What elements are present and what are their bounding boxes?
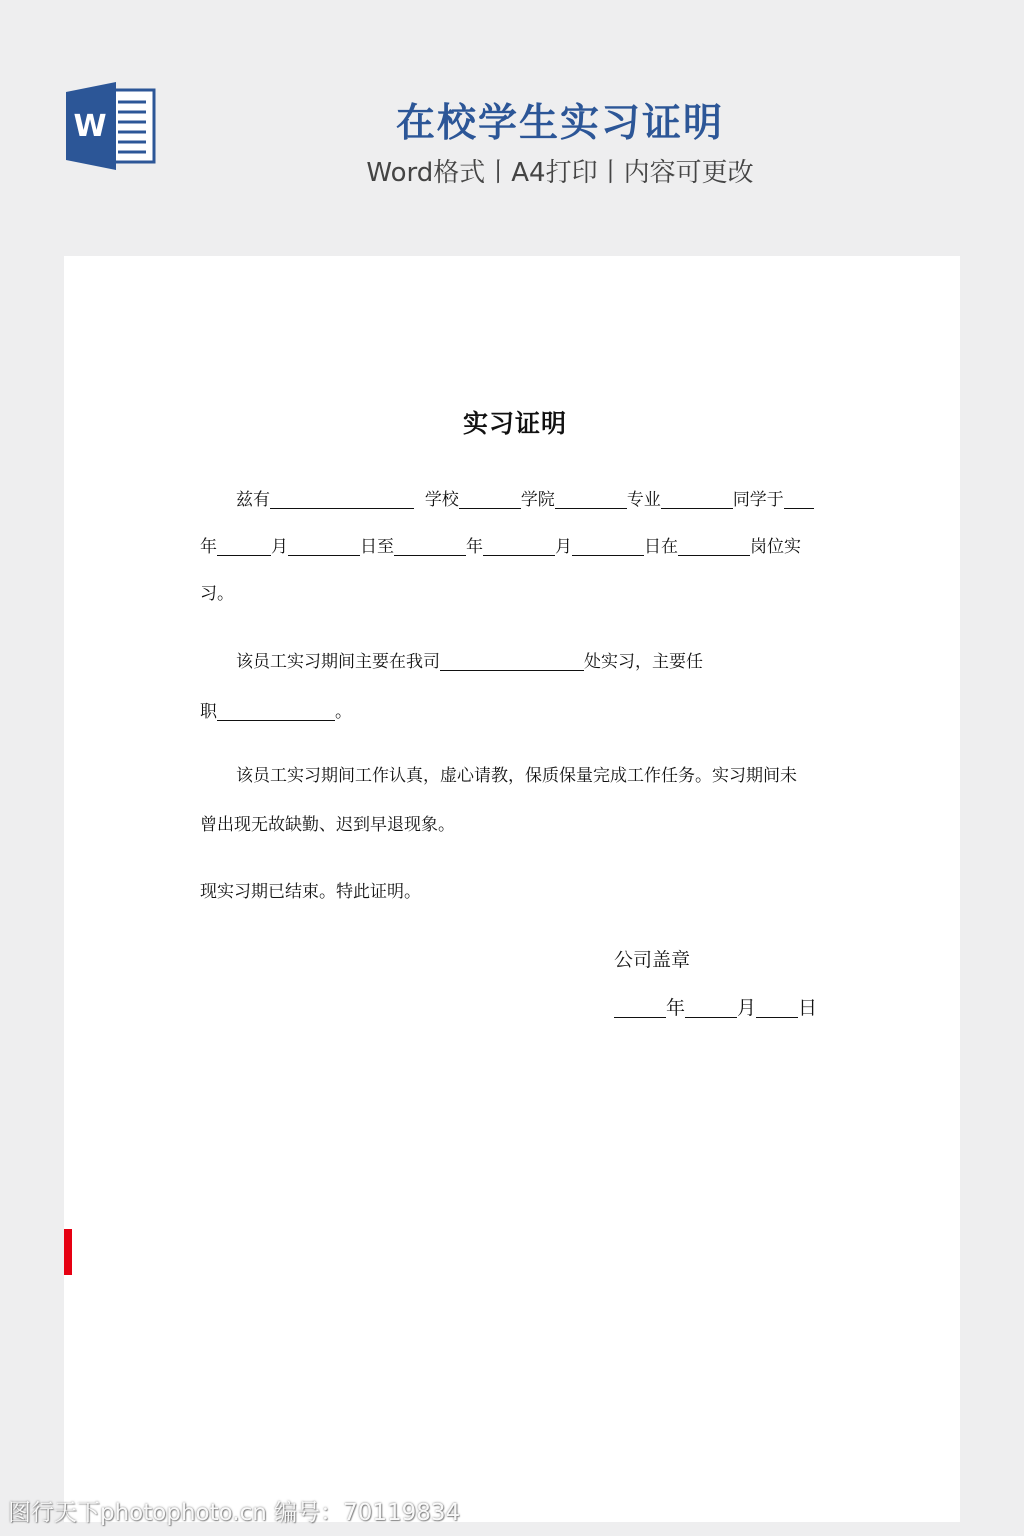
blank-sign-year — [614, 999, 666, 1018]
text-segment: 年 — [466, 537, 483, 557]
document-title: 实习证明 — [462, 409, 567, 438]
blank-student-name — [270, 490, 414, 509]
paragraph-4: 现实习期已结束。特此证明。 — [200, 882, 421, 902]
text-segment: 学校 — [424, 490, 459, 510]
text-segment: 日在 — [644, 537, 678, 557]
date-month-label: 月 — [737, 997, 757, 1019]
text-segment: 日至 — [360, 537, 394, 557]
text-segment: 职 — [200, 702, 217, 722]
blank-start-month — [217, 537, 271, 556]
text-segment: 月 — [555, 537, 572, 557]
blank-start-year — [784, 490, 814, 509]
blank-major — [661, 490, 733, 509]
page-marker — [64, 1229, 72, 1275]
paragraph-3-line-2: 曾出现无故缺勤、迟到早退现象。 — [200, 815, 455, 835]
company-seal-label: 公司盖章 — [614, 949, 691, 971]
blank-school — [459, 490, 521, 509]
paragraph-2-line-1 — [236, 650, 703, 674]
blank-sign-day — [756, 999, 798, 1018]
text-segment: 处实习，主要任 — [584, 652, 703, 672]
date-year-label: 年 — [666, 997, 686, 1019]
blank-duty — [217, 702, 335, 721]
text-segment: 专业 — [626, 490, 661, 510]
text-segment: 月 — [271, 537, 288, 557]
blank-end-month — [483, 537, 555, 556]
paragraph-3-line-1: 该员工实习期间工作认真，虚心请教，保质保量完成工作任务。实习期间未 — [236, 766, 797, 786]
blank-college — [555, 490, 627, 509]
text-segment: 学院 — [520, 490, 555, 510]
blank-position — [678, 537, 750, 556]
blank-sign-month — [685, 999, 737, 1018]
watermark: 图行天下photophoto.cn 编号：70119834 — [8, 1500, 461, 1526]
paragraph-2-line-2 — [200, 700, 352, 724]
text-segment: 该员工实习期间主要在我司 — [236, 652, 440, 672]
paragraph-1-line-2 — [200, 535, 801, 559]
header-subtitle: Word格式丨A4打印丨内容可更改 — [366, 158, 754, 188]
text-segment: 同学于 — [732, 490, 784, 510]
signature-date — [614, 996, 817, 1020]
word-logo-letter: W — [73, 109, 107, 144]
text-segment: 年 — [200, 537, 217, 557]
text-segment: 。 — [335, 702, 352, 722]
header-title: 在校学生实习证明 — [395, 101, 724, 146]
document-page — [64, 256, 960, 1522]
date-day-label: 日 — [798, 997, 818, 1019]
paragraph-1-line-1 — [236, 488, 814, 512]
blank-end-year — [394, 537, 466, 556]
blank-department — [440, 652, 584, 671]
paragraph-1-line-3: 习。 — [200, 584, 234, 604]
text-segment: 兹有 — [236, 490, 270, 510]
text-segment: 岗位实 — [750, 537, 801, 557]
blank-start-day — [288, 537, 360, 556]
blank-end-day — [572, 537, 644, 556]
word-logo-icon — [64, 82, 156, 170]
